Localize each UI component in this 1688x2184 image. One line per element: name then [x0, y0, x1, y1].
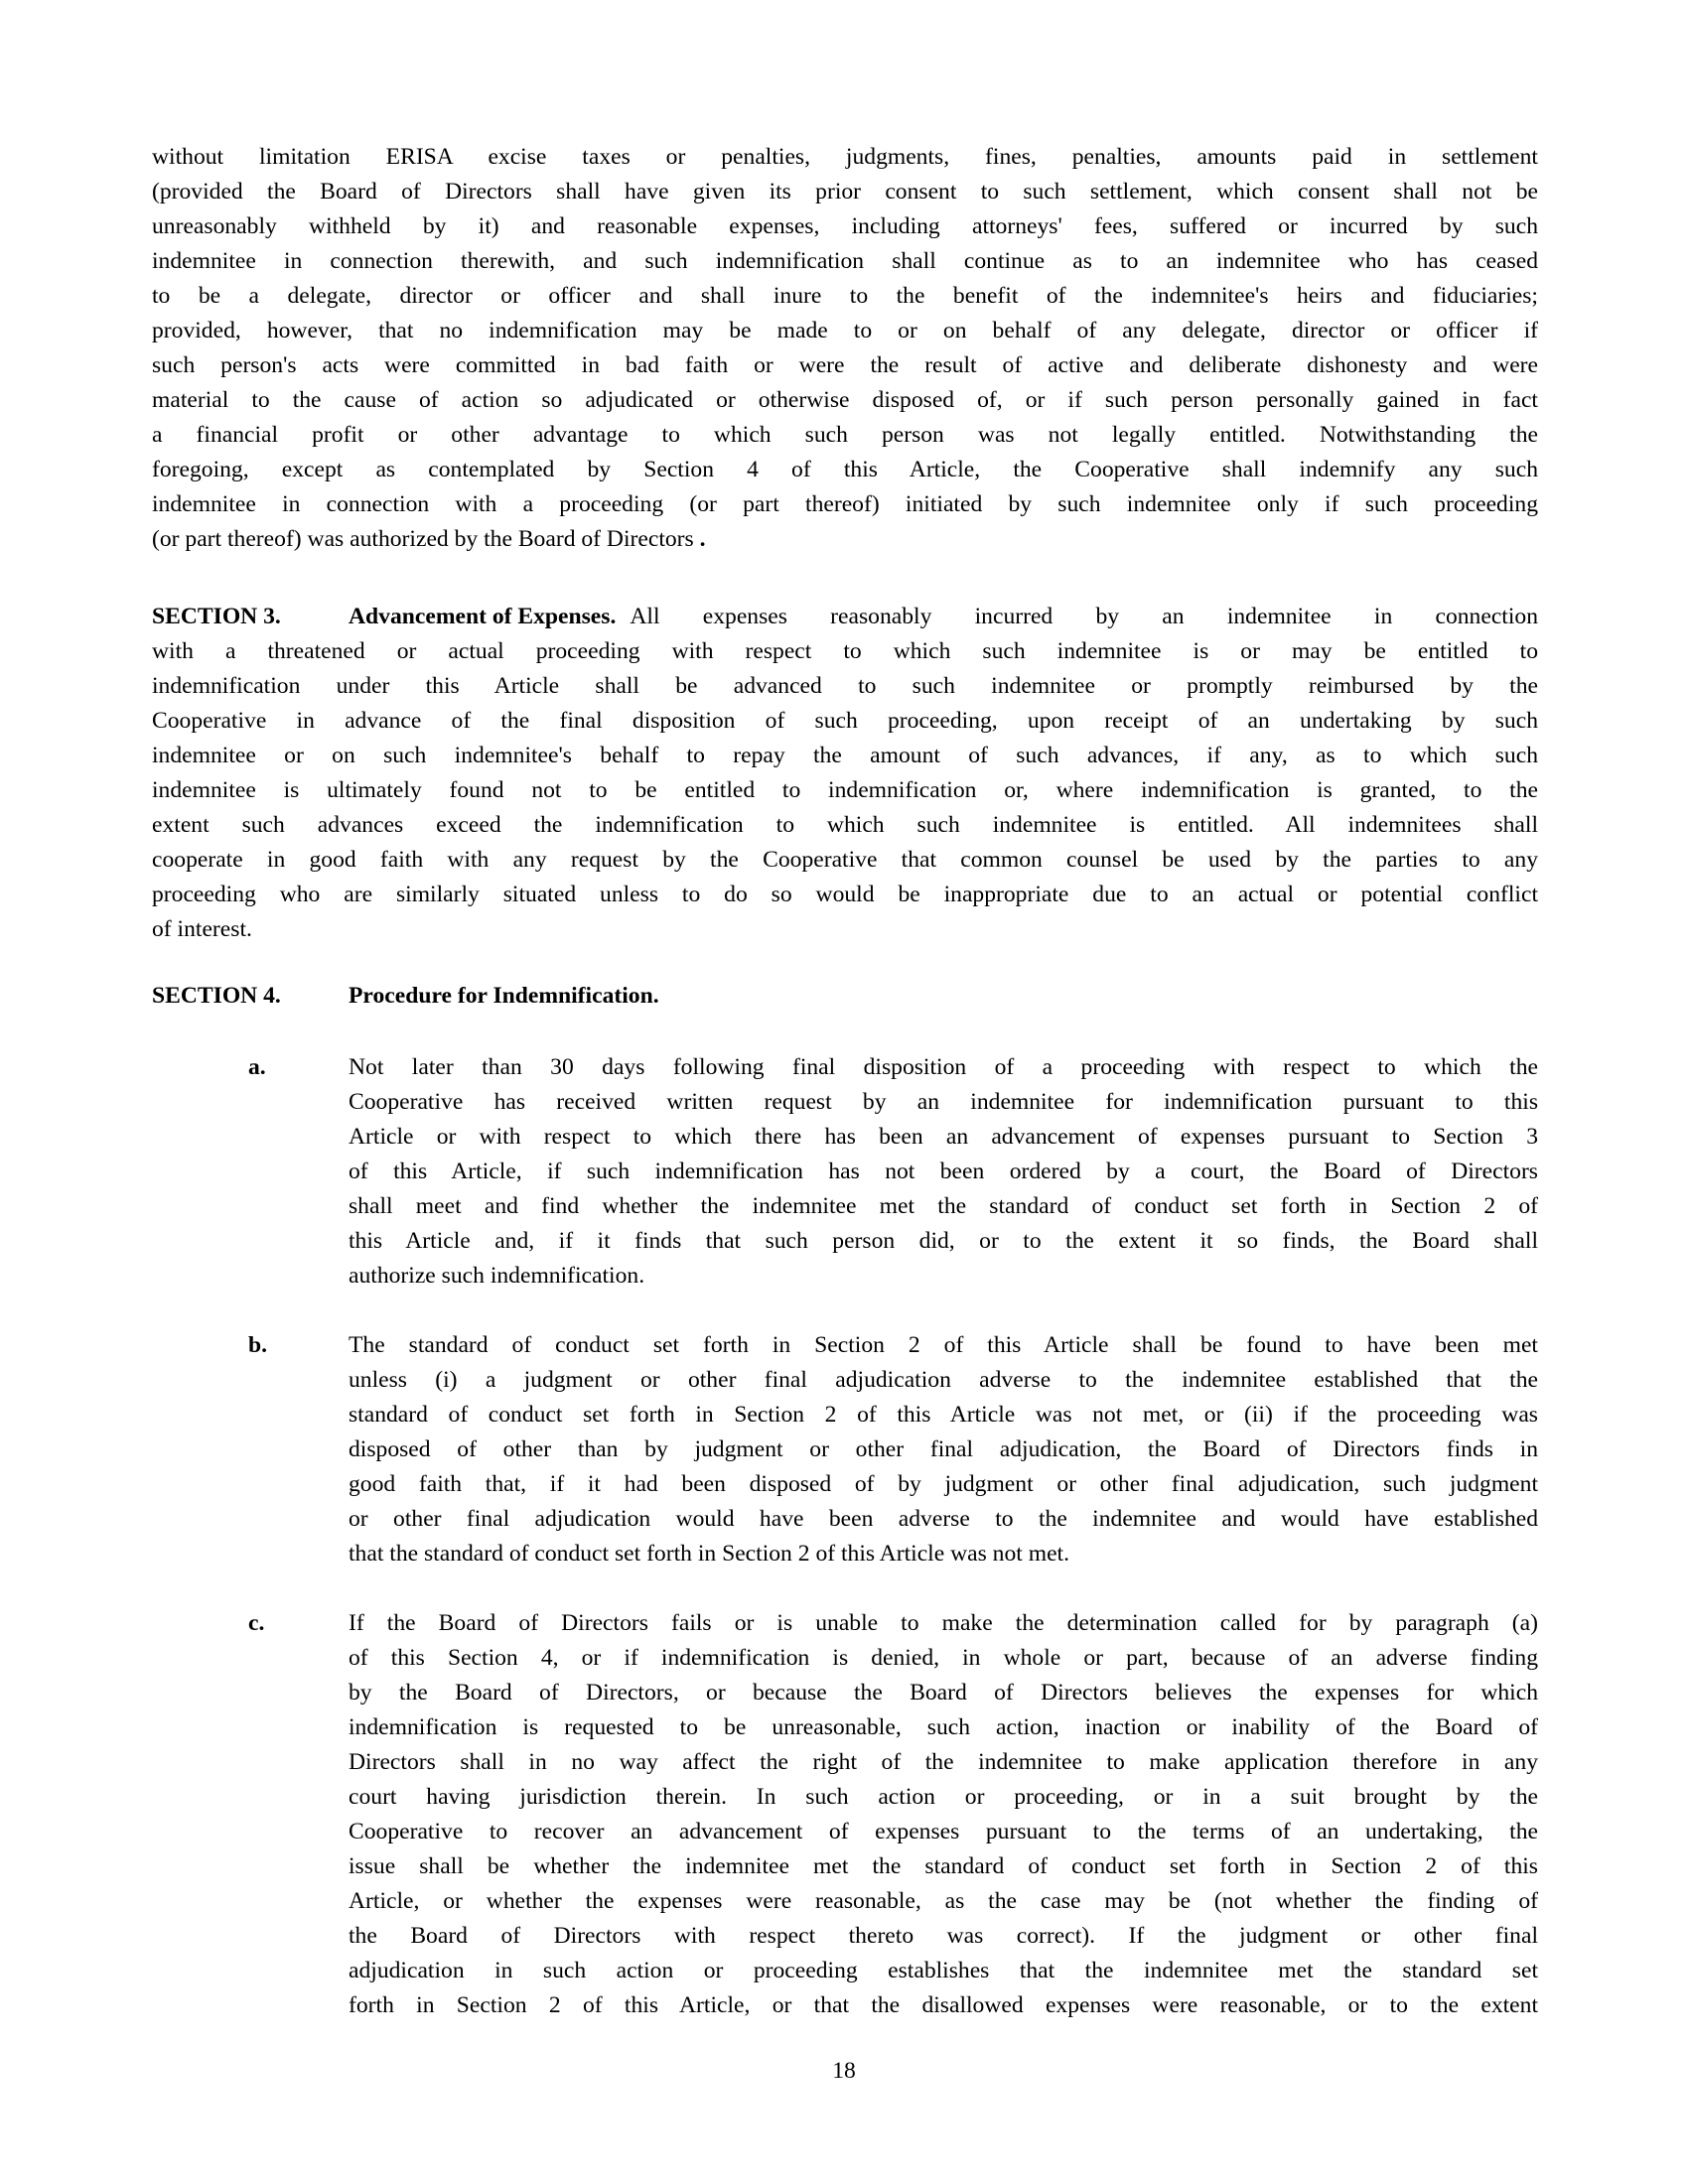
text-line: Cooperative has received written request by an indemnitee for indemnification pursuant to this [349, 1089, 1538, 1115]
text-line: by the Board of Directors, or because the Board of Directors believes the expenses for which [349, 1680, 1538, 1706]
text-line: to be a delegate, director or officer and shall inure to the benefit of the indemnitee's heirs and fiduciaries; [152, 283, 1538, 309]
text-line: Directors shall in no way affect the right of the indemnitee to make application therefore in any [349, 1749, 1538, 1775]
text-line: provided, however, that no indemnification may be made to or on behalf of any delegate, director or officer if [152, 318, 1538, 343]
item-label: c. [248, 1610, 265, 1636]
text-line: a financial profit or other advantage to which such person was not legally entitled. Notwithstanding the [152, 422, 1538, 448]
page-number: 18 [832, 2058, 856, 2084]
text-line: court having jurisdiction therein. In such action or proceeding, or in a suit brought by the [349, 1784, 1538, 1810]
text-line: If the Board of Directors fails or is unable to make the determination called for by paragraph (a) [349, 1610, 1538, 1636]
text-line: with a threatened or actual proceeding with respect to which such indemnitee is or may be entitled to [152, 638, 1538, 664]
text-line: or other final adjudication would have been adverse to the indemnitee and would have established [349, 1506, 1538, 1532]
text-line: proceeding who are similarly situated unless to do so would be inappropriate due to an actual or potential conflict [152, 882, 1538, 907]
text-line-last: authorize such indemnification. [349, 1263, 645, 1289]
text-line: adjudication in such action or proceeding establishes that the indemnitee met the standard set [349, 1958, 1538, 1983]
text-line: foregoing, except as contemplated by Section 4 of this Article, the Cooperative shall indemnify any such [152, 457, 1538, 482]
section-4-number: SECTION 4. [152, 983, 281, 1009]
text-line: the Board of Directors with respect thereto was correct). If the judgment or other final [349, 1923, 1538, 1949]
section-3-title: Advancement of Expenses. [349, 604, 617, 629]
text: (or part thereof) was authorized by the Board of Directors [152, 526, 694, 552]
text-line: cooperate in good faith with any request by the Cooperative that common counsel be used by the parties to any [152, 847, 1538, 873]
text-line: of this Section 4, or if indemnification is denied, in whole or part, because of an adverse finding [349, 1645, 1538, 1671]
text-line: material to the cause of action so adjudicated or otherwise disposed of, or if such person personally gained in fact [152, 387, 1538, 413]
text-line: Article, or whether the expenses were reasonable, as the case may be (not whether the finding of [349, 1888, 1538, 1914]
period: . [693, 526, 706, 552]
item-label: a. [248, 1054, 266, 1080]
section-3-heading-line [152, 600, 1538, 634]
text-line: indemnitee in connection therewith, and such indemnification shall continue as to an indemnitee who has ceased [152, 248, 1538, 274]
text-line-last [152, 522, 1538, 557]
text-line: Cooperative to recover an advancement of expenses pursuant to the terms of an undertaking, the [349, 1819, 1538, 1844]
text-line: forth in Section 2 of this Article, or that the disallowed expenses were reasonable, or to the extent [349, 1992, 1538, 2018]
text-line: without limitation ERISA excise taxes or penalties, judgments, fines, penalties, amounts paid in settlement [152, 144, 1538, 170]
text-line: standard of conduct set forth in Section 2 of this Article was not met, or (ii) if the proceeding was [349, 1402, 1538, 1428]
text-line: indemnitee is ultimately found not to be entitled to indemnification or, where indemnification is granted, to the [152, 777, 1538, 803]
text-line: Cooperative in advance of the final disposition of such proceeding, upon receipt of an undertaking by such [152, 708, 1538, 734]
text-line-last: of interest. [152, 916, 252, 942]
text-line: (provided the Board of Directors shall have given its prior consent to such settlement, which consent shall not be [152, 179, 1538, 205]
text-line: extent such advances exceed the indemnification to which such indemnitee is entitled. All indemnitees shall [152, 812, 1538, 838]
text-line: Article or with respect to which there has been an advancement of expenses pursuant to Section 3 [349, 1124, 1538, 1150]
text-line: Not later than 30 days following final disposition of a proceeding with respect to which the [349, 1054, 1538, 1080]
text-line: The standard of conduct set forth in Section 2 of this Article shall be found to have been met [349, 1332, 1538, 1358]
section-3-first-line: All expenses reasonably incurred by an indemnitee in connection [630, 604, 1538, 629]
text-line: indemnitee or on such indemnitee's behalf to repay the amount of such advances, if any, as to which such [152, 743, 1538, 768]
text-line: issue shall be whether the indemnitee met the standard of conduct set forth in Section 2 of this [349, 1853, 1538, 1879]
text-line: this Article and, if it finds that such person did, or to the extent it so finds, the Board shall [349, 1228, 1538, 1254]
text-line: indemnification under this Article shall be advanced to such indemnitee or promptly reimbursed by the [152, 673, 1538, 699]
text-line: unreasonably withheld by it) and reasonable expenses, including attorneys' fees, suffered or incurred by such [152, 213, 1538, 239]
text-line: disposed of other than by judgment or other final adjudication, the Board of Directors finds in [349, 1436, 1538, 1462]
section-4-title: Procedure for Indemnification. [349, 983, 659, 1009]
text-line: unless (i) a judgment or other final adjudication adverse to the indemnitee established that the [349, 1367, 1538, 1393]
text-line: good faith that, if it had been disposed of by judgment or other final adjudication, such judgment [349, 1471, 1538, 1497]
item-label: b. [248, 1332, 268, 1358]
section-3-number: SECTION 3. [152, 604, 281, 629]
text-line: indemnification is requested to be unreasonable, such action, inaction or inability of the Board of [349, 1714, 1538, 1740]
text-line: shall meet and find whether the indemnitee met the standard of conduct set forth in Section 2 of [349, 1193, 1538, 1219]
text-line: indemnitee in connection with a proceeding (or part thereof) initiated by such indemnitee only if such proceeding [152, 491, 1538, 517]
text-line-last: that the standard of conduct set forth in Section 2 of this Article was not met. [349, 1541, 1070, 1567]
text-line: such person's acts were committed in bad faith or were the result of active and deliberate dishonesty and were [152, 352, 1538, 378]
text-line: of this Article, if such indemnification has not been ordered by a court, the Board of Directors [349, 1159, 1538, 1184]
